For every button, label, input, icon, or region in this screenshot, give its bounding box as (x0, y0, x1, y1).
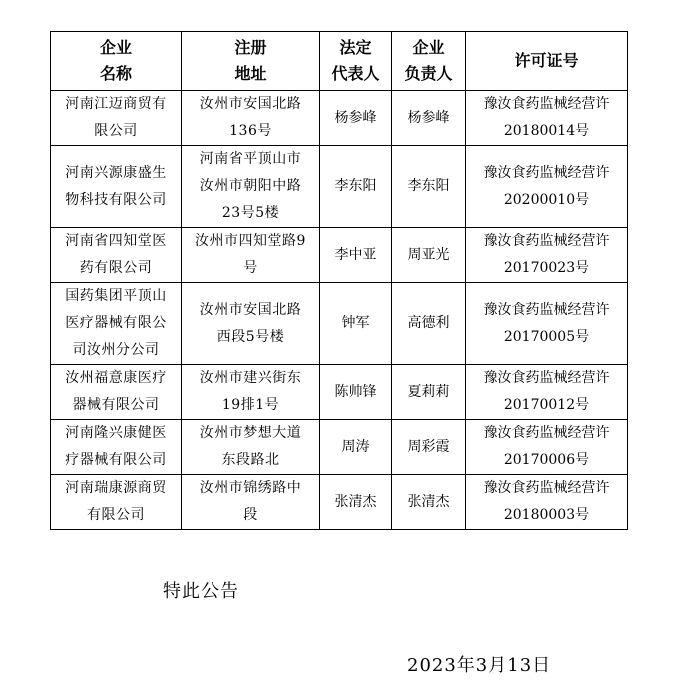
header-line: 企业 (412, 38, 445, 57)
header-legal-representative (320, 32, 392, 91)
header-line: 地址 (234, 64, 267, 83)
cell-legal-rep: 李中亚 (320, 228, 392, 283)
closing-statement: 特此公告 (163, 581, 239, 602)
cell-company-name: 河南省四知堂医 药有限公司 (51, 228, 182, 283)
cell-license-number: 豫汝食药监械经营许 20170005号 (466, 283, 628, 365)
cell-license-number: 豫汝食药监械经营许 20170012号 (466, 365, 628, 420)
cell-license-number: 豫汝食药监械经营许 20180014号 (466, 91, 628, 146)
cell-license-number: 豫汝食药监械经营许 20180003号 (466, 475, 628, 530)
header-line: 法定 (339, 38, 372, 57)
cell-address: 河南省平顶山市 汝州市朝阳中路 23号5楼 (182, 146, 320, 228)
cell-person-in-charge: 夏莉莉 (392, 365, 466, 420)
cell-person-in-charge: 李东阳 (392, 146, 466, 228)
cell-legal-rep: 李东阳 (320, 146, 392, 228)
table-row (51, 475, 628, 530)
cell-company-name: 河南隆兴康健医 疗器械有限公司 (51, 420, 182, 475)
cell-legal-rep: 周涛 (320, 420, 392, 475)
cell-license-number: 豫汝食药监械经营许 20170006号 (466, 420, 628, 475)
table-row (51, 228, 628, 283)
cell-company-name: 河南瑞康源商贸 有限公司 (51, 475, 182, 530)
cell-legal-rep: 钟军 (320, 283, 392, 365)
cell-company-name: 河南江迈商贸有 限公司 (51, 91, 182, 146)
cell-person-in-charge: 周彩霞 (392, 420, 466, 475)
table-row (51, 420, 628, 475)
cell-person-in-charge: 张清杰 (392, 475, 466, 530)
header-line: 负责人 (404, 64, 453, 83)
cell-person-in-charge: 周亚光 (392, 228, 466, 283)
cell-legal-rep: 杨参峰 (320, 91, 392, 146)
cell-license-number: 豫汝食药监械经营许 20200010号 (466, 146, 628, 228)
cell-person-in-charge: 高德利 (392, 283, 466, 365)
cell-address: 汝州市建兴街东 19排1号 (182, 365, 320, 420)
header-person-in-charge (392, 32, 466, 91)
table-row (51, 283, 628, 365)
cell-address: 汝州市安国北路 西段5号楼 (182, 283, 320, 365)
cell-address: 汝州市梦想大道 东段路北 (182, 420, 320, 475)
cell-address: 汝州市四知堂路9 号 (182, 228, 320, 283)
cell-company-name: 国药集团平顶山 医疗器械有限公 司汝州分公司 (51, 283, 182, 365)
cell-legal-rep: 张清杰 (320, 475, 392, 530)
license-table (50, 31, 628, 530)
header-line: 企业 (99, 38, 132, 57)
header-line: 代表人 (331, 64, 380, 83)
table-row (51, 91, 628, 146)
cell-address: 汝州市锦绣路中 段 (182, 475, 320, 530)
header-line: 注册 (234, 38, 267, 57)
table-header-row (51, 32, 628, 91)
cell-person-in-charge: 杨参峰 (392, 91, 466, 146)
table-row (51, 365, 628, 420)
cell-legal-rep: 陈帅锋 (320, 365, 392, 420)
header-company-name (51, 32, 182, 91)
cell-company-name: 河南兴源康盛生 物科技有限公司 (51, 146, 182, 228)
cell-address: 汝州市安国北路 136号 (182, 91, 320, 146)
cell-company-name: 汝州福意康医疗 器械有限公司 (51, 365, 182, 420)
table-row (51, 146, 628, 228)
header-line: 许可证号 (514, 51, 579, 70)
header-registered-address (182, 32, 320, 91)
announcement-date: 2023年3月13日 (407, 655, 552, 676)
cell-license-number: 豫汝食药监械经营许 20170023号 (466, 228, 628, 283)
header-license-number (466, 32, 628, 91)
header-line: 名称 (99, 64, 132, 83)
